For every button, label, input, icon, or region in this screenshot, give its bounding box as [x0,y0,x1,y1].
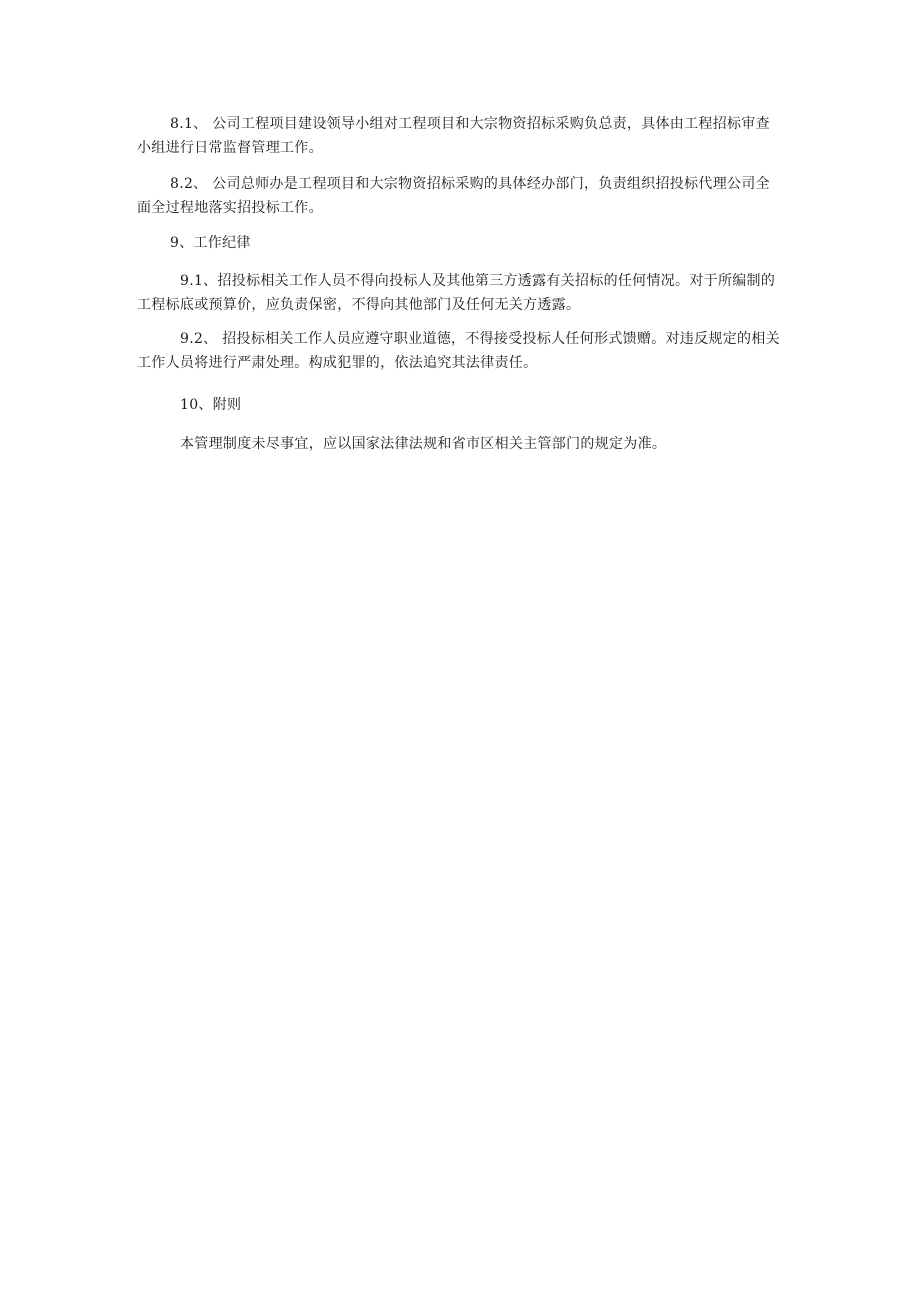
paragraph-8-2: 8.2、 公司总师办是工程项目和大宗物资招标采购的具体经办部门，负责组织招投标代理公司全面全过程地落实招投标工作。 [137,176,770,216]
paragraph-9-2: 9.2、 招投标相关工作人员应遵守职业道德，不得接受投标人任何形式馈赠。对违反规定的相关工作人员将进行严肃处理。构成犯罪的，依法追究其法律责任。 [137,331,780,371]
paragraph-closing: 本管理制度未尽事宜，应以国家法律法规和省市区相关主管部门的规定为准。 [180,436,667,452]
paragraph-9-1: 9.1、招投标相关工作人员不得向投标人及其他第三方透露有关招标的任何情况。对于所编制的工程标底或预算价，应负责保密，不得向其他部门及任何无关方透露。 [137,273,776,313]
section-heading-9: 9、工作纪律 [170,235,251,251]
paragraph-8-1: 8.1、 公司工程项目建设领导小组对工程项目和大宗物资招标采购负总责，具体由工程招标审查小组进行日常监督管理工作。 [137,116,770,156]
section-heading-10: 10、附则 [180,397,242,413]
